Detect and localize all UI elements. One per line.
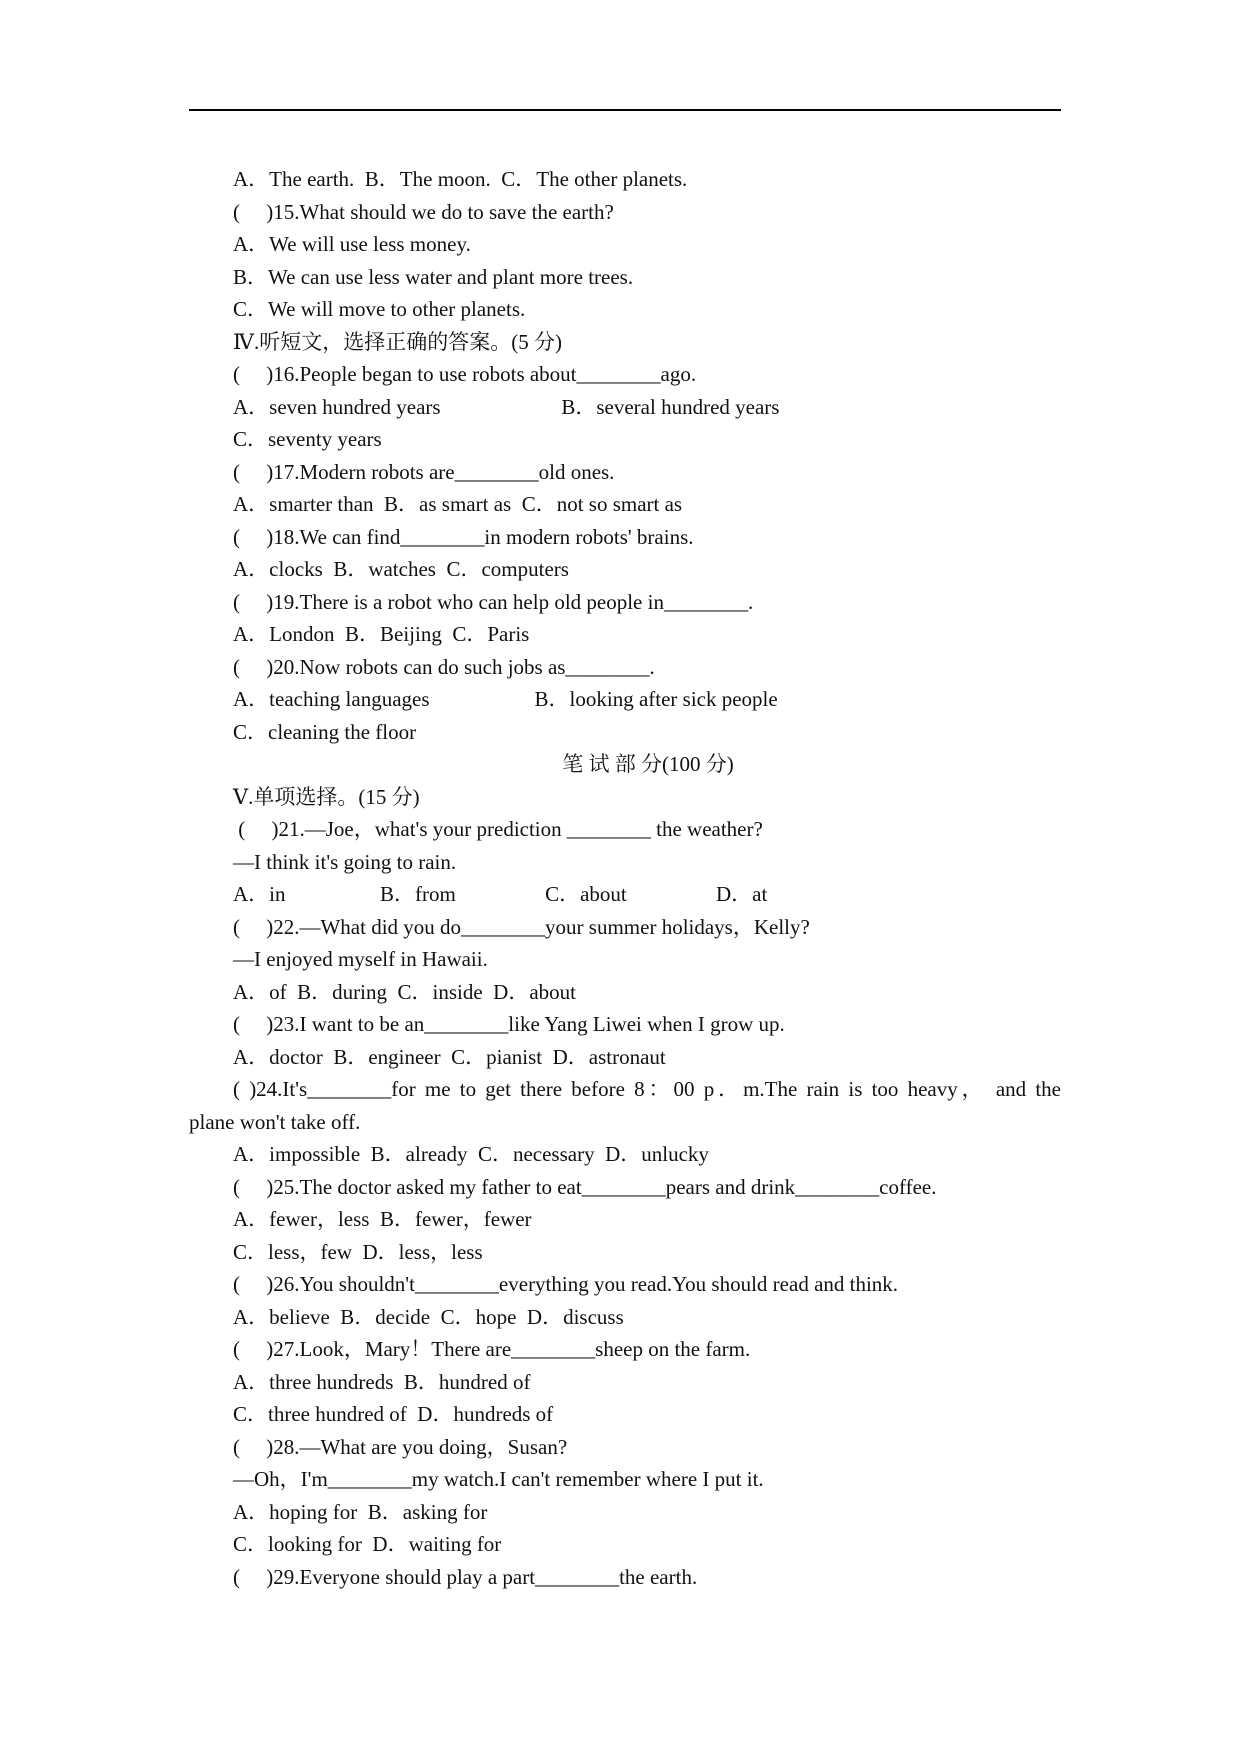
section-v-heading: Ⅴ.单项选择。(15 分) — [233, 785, 420, 809]
q25-options-ab: A．fewer，less B．fewer，fewer — [233, 1207, 532, 1231]
q27-options-cd: C．three hundred of D．hundreds of — [233, 1402, 554, 1426]
q16-option-c: C．seventy years — [233, 427, 382, 451]
q24-question: ( )24.It's________for me to get there before 8：00 p．m.The rain is too heavy， and the — [233, 1077, 1061, 1101]
q18-question: ( )18.We can find________in modern robots' brains. — [233, 525, 694, 549]
q28-answer-line: —Oh，I'm________my watch.I can't remember where I put it. — [233, 1467, 764, 1491]
q21-answer-line: —I think it's going to rain. — [233, 850, 457, 874]
q20-options-ab: A．teaching languages B．looking after sick people — [233, 687, 778, 711]
q25-question: ( )25.The doctor asked my father to eat________pears and drink________coffee. — [233, 1175, 937, 1199]
q28-question: ( )28.—What are you doing，Susan? — [233, 1435, 568, 1459]
q28-options-cd: C．looking for D．waiting for — [233, 1532, 502, 1556]
q22-question: ( )22.—What did you do________your summer holidays，Kelly? — [233, 915, 810, 939]
q17-options: A．smarter than B．as smart as C．not so smart as — [233, 492, 683, 516]
q19-question: ( )19.There is a robot who can help old people in________. — [233, 590, 754, 614]
q14-options: A．The earth. B．The moon. C．The other planets. — [233, 167, 688, 191]
q28-options-ab: A．hoping for B．asking for — [233, 1500, 488, 1524]
q23-options: A．doctor B．engineer C．pianist D．astronaut — [233, 1045, 666, 1069]
q22-options: A．of B．during C．inside D．about — [233, 980, 576, 1004]
q25-options-cd: C．less，few D．less，less — [233, 1240, 483, 1264]
q15-option-b: B．We can use less water and plant more trees. — [233, 265, 634, 289]
q16-options-ab: A．seven hundred years B．several hundred years — [233, 395, 780, 419]
q21-question: ( )21.—Joe，what's your prediction ________ the weather? — [233, 817, 763, 841]
q16-question: ( )16.People began to use robots about________ago. — [233, 362, 697, 386]
section-iv-heading: Ⅳ.听短文，选择正确的答案。(5 分) — [233, 330, 562, 354]
q19-options: A．London B．Beijing C．Paris — [233, 622, 530, 646]
written-part-heading: 笔 试 部 分(100 分) — [562, 752, 734, 776]
q15-option-c: C．We will move to other planets. — [233, 297, 526, 321]
q26-options: A．believe B．decide C．hope D．discuss — [233, 1305, 624, 1329]
q23-question: ( )23.I want to be an________like Yang Liwei when I grow up. — [233, 1012, 785, 1036]
q24-options: A．impossible B．already C．necessary D．unlucky — [233, 1142, 709, 1166]
q22-answer-line: —I enjoyed myself in Hawaii. — [233, 947, 488, 971]
q24-question-cont: plane won't take off. — [189, 1110, 361, 1134]
q15-option-a: A．We will use less money. — [233, 232, 471, 256]
q20-question: ( )20.Now robots can do such jobs as________. — [233, 655, 655, 679]
q29-question: ( )29.Everyone should play a part________the earth. — [233, 1565, 698, 1589]
q27-options-ab: A．three hundreds B．hundred of — [233, 1370, 531, 1394]
header-rule — [189, 109, 1061, 111]
q20-option-c: C．cleaning the floor — [233, 720, 417, 744]
q18-options: A．clocks B．watches C．computers — [233, 557, 569, 581]
q26-question: ( )26.You shouldn't________everything you read.You should read and think. — [233, 1272, 899, 1296]
q17-question: ( )17.Modern robots are________old ones. — [233, 460, 615, 484]
q15-question: ( )15.What should we do to save the earth? — [233, 200, 614, 224]
q27-question: ( )27.Look，Mary！There are________sheep on the farm. — [233, 1337, 751, 1361]
q21-options: A．in B．from C．about D．at — [233, 882, 768, 906]
